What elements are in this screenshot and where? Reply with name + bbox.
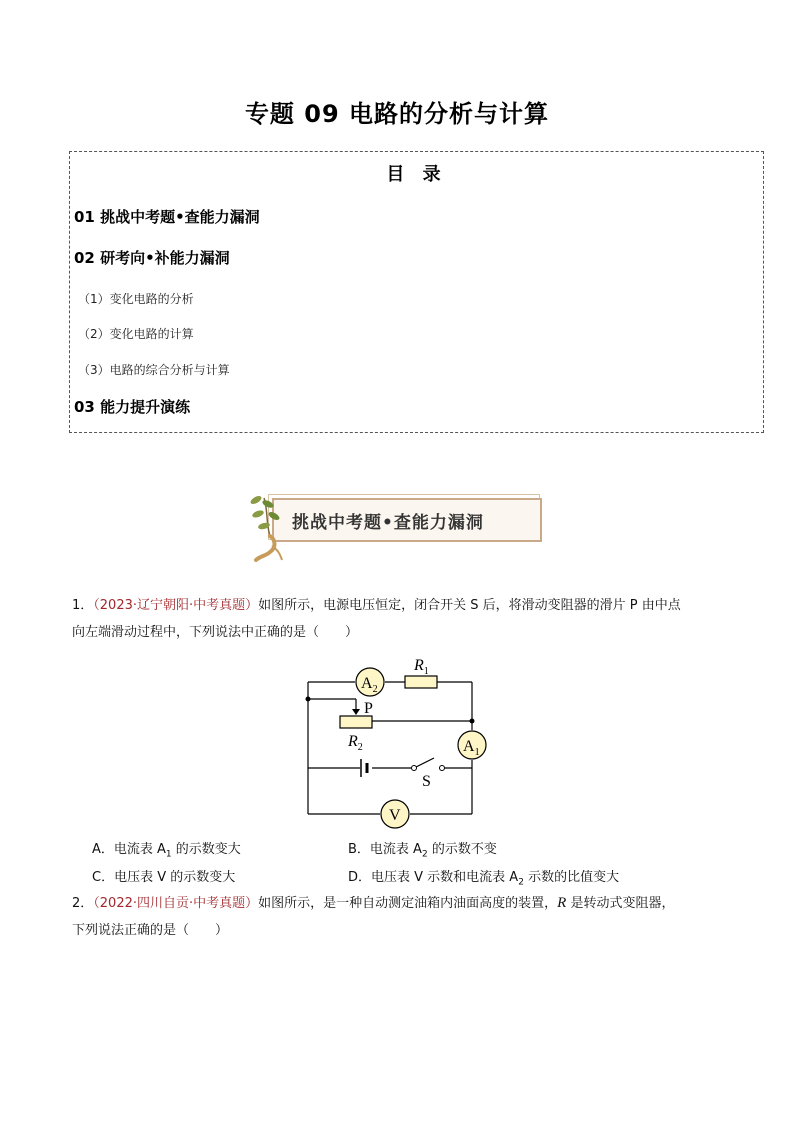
circuit-diagram <box>298 650 488 832</box>
option-a-text-end: 的示数变大 <box>171 842 241 857</box>
variable-r: R <box>557 895 567 911</box>
option-b[interactable] <box>348 838 497 860</box>
banner-text: 挑战中考题•查能力漏洞 <box>292 513 484 533</box>
slider-arrow-icon <box>352 709 360 715</box>
question-text: 如图所示，是一种自动测定油箱内油面高度的装置， <box>258 896 558 911</box>
svg-text:R2 <box>347 733 363 753</box>
question-source: （2022·四川自贡·中考真题） <box>93 896 259 911</box>
resistor-r1 <box>405 676 437 688</box>
question-1-line1 <box>72 592 732 619</box>
slider-p-label: P <box>364 700 373 717</box>
option-a[interactable] <box>92 838 241 860</box>
meter-a2-subscript: 2 <box>372 684 378 695</box>
r1-label: R <box>414 657 424 674</box>
meter-a1-label: A <box>463 738 475 755</box>
option-d-subscript: 2 <box>518 877 524 888</box>
junction-dot <box>306 697 311 702</box>
option-b-text-end: 的示数不变 <box>427 842 497 857</box>
toc-item-02[interactable]: 02 研考向•补能力漏洞 <box>74 249 230 267</box>
meter-a1-subscript: 1 <box>474 747 480 758</box>
r2-label: R <box>348 733 358 750</box>
table-of-contents <box>69 151 764 433</box>
toc-heading: 目 录 <box>386 164 447 185</box>
option-d-text: D．电压表 V 示数和电流表 A <box>348 870 519 885</box>
junction-dot <box>470 719 475 724</box>
toc-subitem-1[interactable]: （1）变化电路的分析 <box>78 292 194 306</box>
switch-contact <box>412 766 417 771</box>
option-c[interactable]: C．电压表 V 的示数变大 <box>92 870 236 885</box>
resistor-r2 <box>340 716 372 728</box>
toc-item-03[interactable]: 03 能力提升演练 <box>74 398 191 416</box>
switch-contact <box>440 766 445 771</box>
r2-subscript: 2 <box>357 742 363 753</box>
svg-text:R1 <box>413 657 429 677</box>
page-title: 专题 09 电路的分析与计算 <box>244 100 550 128</box>
section-banner <box>244 490 548 562</box>
question-1 <box>72 592 732 646</box>
question-2-line1 <box>72 890 732 917</box>
option-a-text: A．电流表 A <box>92 842 166 857</box>
question-2-line2: 下列说法正确的是（ ） <box>72 923 229 938</box>
question-number: 1． <box>72 598 94 613</box>
question-1-line2: 向左端滑动过程中，下列说法中正确的是（ ） <box>72 625 359 640</box>
meter-a2-label: A <box>361 675 373 692</box>
option-d[interactable] <box>348 866 619 888</box>
option-a-subscript: 1 <box>165 849 172 860</box>
switch-s-label: S <box>422 773 431 790</box>
option-b-text: B．电流表 A <box>348 842 422 857</box>
toc-item-01[interactable]: 01 挑战中考题•查能力漏洞 <box>74 208 260 226</box>
question-number: 2． <box>72 896 94 911</box>
toc-subitem-3[interactable]: （3）电路的综合分析与计算 <box>78 363 230 377</box>
question-source: （2023·辽宁朝阳·中考真题） <box>93 598 259 613</box>
r1-subscript: 1 <box>423 666 429 677</box>
option-b-subscript: 2 <box>421 849 428 860</box>
option-d-text-end: 示数的比值变大 <box>523 870 620 885</box>
meter-v-label: V <box>389 807 401 824</box>
ginseng-plant-icon <box>244 490 294 562</box>
question-2 <box>72 890 732 944</box>
question-text-end: 是转动式变阻器， <box>566 896 675 911</box>
toc-subitem-2[interactable]: （2）变化电路的计算 <box>78 327 194 341</box>
question-text: 如图所示，电源电压恒定，闭合开关 S 后，将滑动变阻器的滑片 P 由中点 <box>258 598 681 613</box>
